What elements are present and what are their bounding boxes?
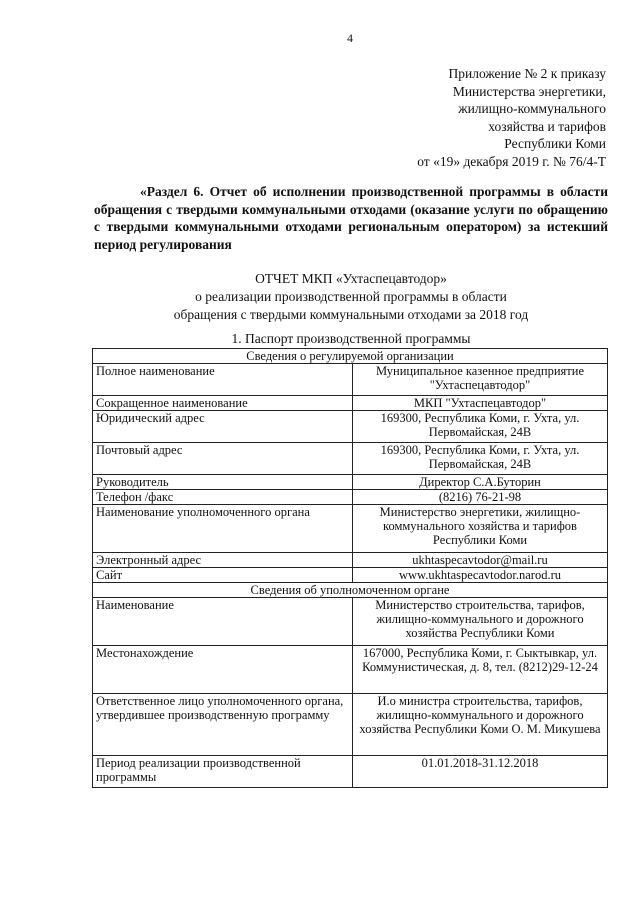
- table-section-header: [93, 583, 608, 598]
- passport-title: 1. Паспорт производственной программы: [231, 331, 471, 346]
- table-row: [93, 411, 608, 443]
- table-row: [93, 646, 608, 694]
- appendix-line: Приложение № 2 к приказу: [448, 66, 606, 81]
- table-row: [93, 598, 608, 646]
- row-label: Полное наименование: [93, 364, 353, 396]
- row-label: Руководитель: [93, 475, 353, 490]
- row-value: www.ukhtaspecavtodor.narod.ru: [353, 568, 608, 583]
- row-label: Наименование уполномоченного органа: [93, 505, 353, 553]
- row-label: Юридический адрес: [93, 411, 353, 443]
- report-title: [94, 270, 608, 324]
- row-value: (8216) 76-21-98: [353, 490, 608, 505]
- row-value: ukhtaspecavtodor@mail.ru: [353, 553, 608, 568]
- appendix-block: [417, 65, 606, 170]
- section-title: «Раздел 6. Отчет об исполнении производственной программы в области обращения с твердыми коммунальными отходами (оказание услуги по обращению с твердыми коммунальными отходами региональным оператором) за истекший период регулирования: [94, 184, 608, 252]
- row-value: И.о министра строительства, тарифов, жилищно-коммунального и дорожного хозяйства Республики Коми О. М. Микушева: [353, 694, 608, 756]
- appendix-line: Министерства энергетики,: [452, 83, 606, 99]
- passport-table: [92, 348, 608, 788]
- section-header-cell: Сведения о регулируемой организации: [93, 349, 608, 364]
- row-label: Сайт: [93, 568, 353, 583]
- row-value: Министерство энергетики, жилищно-коммунального хозяйства и тарифов Республики Коми: [353, 505, 608, 553]
- section-header-cell: Сведения об уполномоченном органе: [93, 583, 608, 598]
- row-label: Электронный адрес: [93, 553, 353, 568]
- row-value: Министерство строительства, тарифов, жилищно-коммунального и дорожного хозяйства Республики Коми: [353, 598, 608, 646]
- table-row: [93, 490, 608, 505]
- appendix-line: Республики Коми: [504, 136, 606, 151]
- row-value: Директор С.А.Буторин: [353, 475, 608, 490]
- table-row: [93, 475, 608, 490]
- row-value: Муниципальное казенное предприятие "Ухтаспецавтодор": [353, 364, 608, 396]
- report-title-line: ОТЧЕТ МКП «Ухтаспецавтодор»: [255, 271, 447, 286]
- row-value: 169300, Республика Коми, г. Ухта, ул. Первомайская, 24В: [353, 411, 608, 443]
- row-label: Телефон /факс: [93, 490, 353, 505]
- table-row: [93, 505, 608, 553]
- appendix-line: хозяйства и тарифов: [488, 118, 606, 134]
- row-label: Период реализации производственной программы: [93, 756, 353, 788]
- row-label: Наименование: [93, 598, 353, 646]
- report-title-line: обращения с твердыми коммунальными отходами за 2018 год: [173, 307, 529, 322]
- row-value: 169300, Республика Коми, г. Ухта, ул. Первомайская, 24В: [353, 443, 608, 475]
- table-row: [93, 694, 608, 756]
- table-row: [93, 443, 608, 475]
- report-title-line: о реализации производственной программы в области: [195, 289, 507, 304]
- row-value: МКП "Ухтаспецавтодор": [353, 396, 608, 411]
- row-label: Местонахождение: [93, 646, 353, 694]
- page-number: 4: [347, 31, 353, 45]
- row-label: Почтовый адрес: [93, 443, 353, 475]
- row-value: 167000, Республика Коми, г. Сыктывкар, ул. Коммунистическая, д. 8, тел. (8212)29-12-24: [353, 646, 608, 694]
- table-row: [93, 756, 608, 788]
- row-label: Ответственное лицо уполномоченного органа, утвердившее производственную программу: [93, 694, 353, 756]
- row-value: 01.01.2018-31.12.2018: [353, 756, 608, 788]
- appendix-line: от «19» декабря 2019 г. № 76/4-Т: [417, 153, 606, 169]
- table-row: [93, 553, 608, 568]
- row-label: Сокращенное наименование: [93, 396, 353, 411]
- table-row: [93, 396, 608, 411]
- table-row: [93, 364, 608, 396]
- table-row: [93, 568, 608, 583]
- table-section-header: [93, 349, 608, 364]
- appendix-line: жилищно-коммунального: [458, 101, 606, 116]
